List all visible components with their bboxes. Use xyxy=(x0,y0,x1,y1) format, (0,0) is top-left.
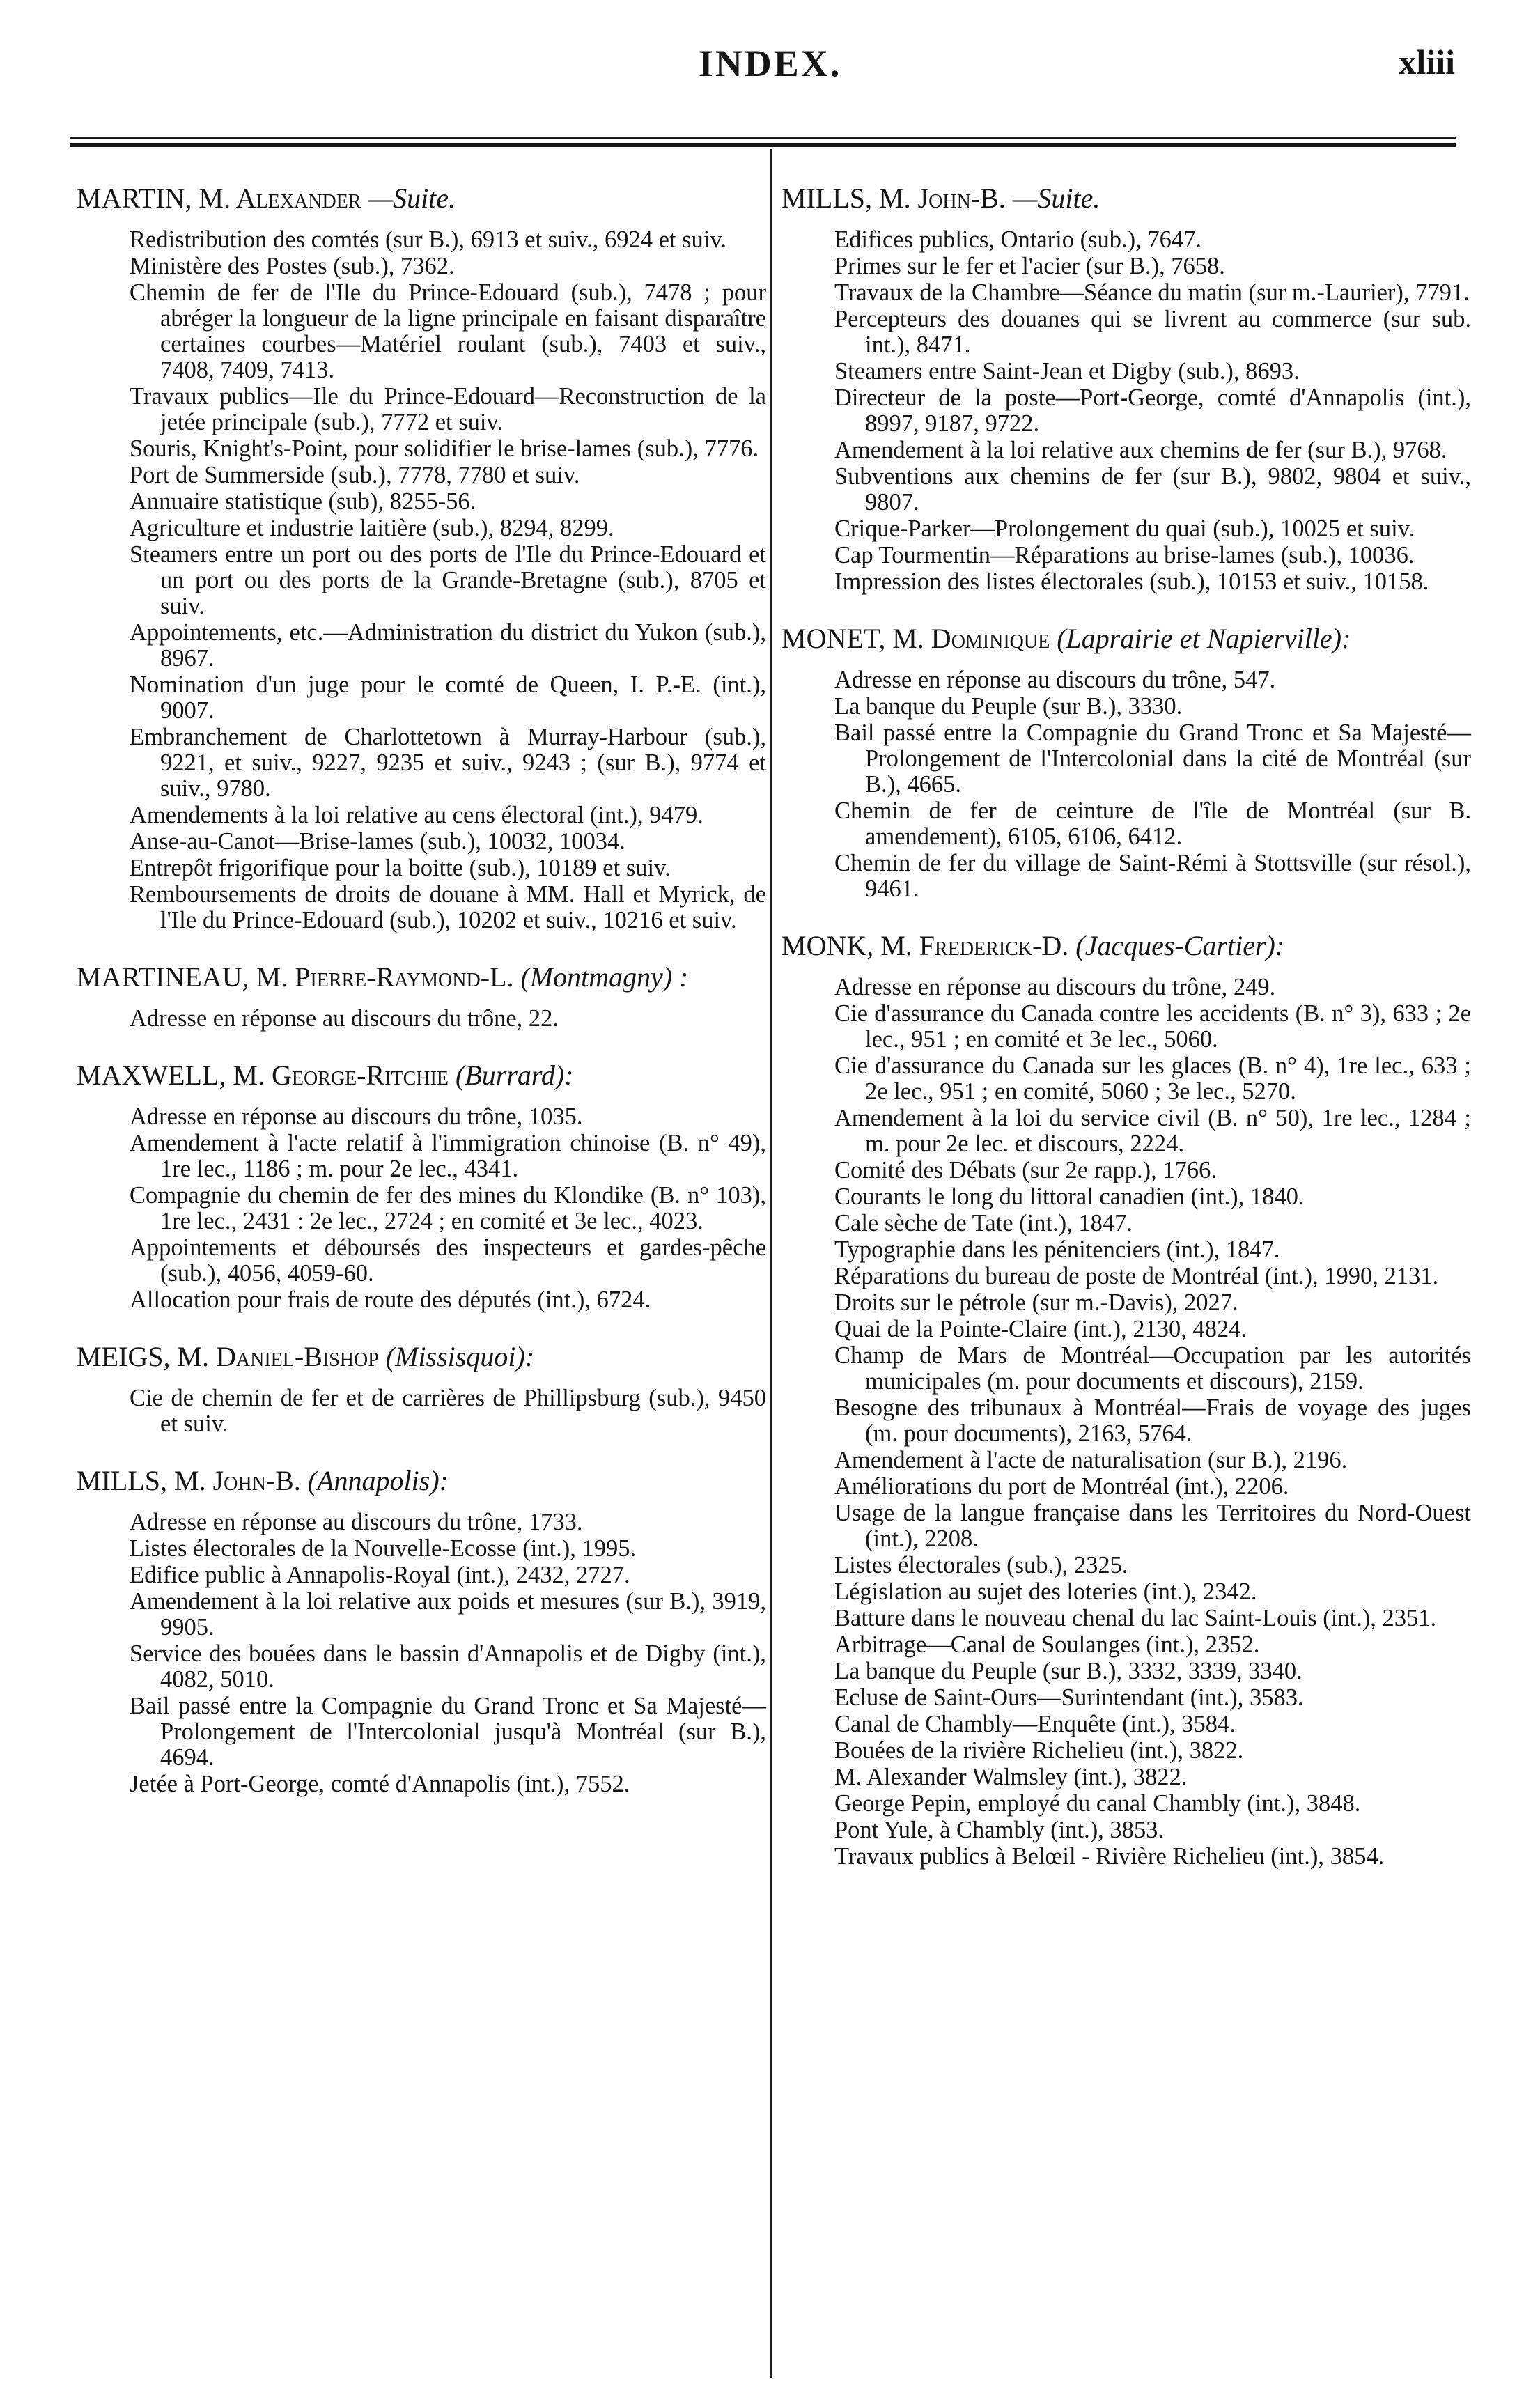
column-divider xyxy=(770,149,772,2378)
reference-list xyxy=(781,975,1471,1870)
member-riding: —Suite. xyxy=(1012,183,1100,214)
list-item: Percepteurs des douanes qui se livrent au commerce (sur sub. int.), 8471. xyxy=(834,306,1471,358)
list-item: Jetée à Port-George, comté d'Annapolis (int.), 7552. xyxy=(130,1771,630,1797)
reference-list xyxy=(77,1104,766,1313)
page-number: xliii xyxy=(1399,42,1455,81)
list-item: Embranchement de Charlottetown à Murray-Harbour (sub.), 9221, et suiv., 9227, 9235 et suiv., 9243 ; (sur B.), 9774 et suiv., 9780. xyxy=(130,724,766,802)
member-name: MAXWELL, M. George-Ritchie xyxy=(77,1059,449,1091)
page-header xyxy=(0,0,1540,139)
index-entry xyxy=(781,183,1471,595)
reference-list xyxy=(77,1509,766,1797)
entry-heading xyxy=(77,1341,766,1373)
list-item: Ministère des Postes (sub.), 7362. xyxy=(130,253,455,279)
list-item: Bail passé entre la Compagnie du Grand Tronc et Sa Majesté—Prolongement de l'Intercolonial dans la cité de Montréal (sur B.), 4665. xyxy=(834,720,1471,798)
header-rule-thick xyxy=(70,143,1456,147)
list-item: Cie d'assurance du Canada contre les accidents (B. n° 3), 633 ; 2e lec., 951 ; en comité et 3e lec., 5060. xyxy=(834,1000,1471,1053)
reference-list xyxy=(77,1385,766,1437)
member-riding: (Montmagny) : xyxy=(520,961,689,993)
list-item: Travaux publics à Belœil - Rivière Richelieu (int.), 3854. xyxy=(834,1843,1385,1870)
list-item: Chemin de fer du village de Saint-Rémi à Stottsville (sur résol.), 9461. xyxy=(834,850,1471,902)
list-item: Amendement à la loi relative aux chemins de fer (sur B.), 9768. xyxy=(834,437,1447,463)
list-item: Cap Tourmentin—Réparations au brise-lames (sub.), 10036. xyxy=(834,542,1415,568)
member-name: MARTIN, M. Alexander xyxy=(77,183,361,214)
list-item: Droits sur le pétrole (sur m.-Davis), 2027. xyxy=(834,1289,1238,1316)
index-entry xyxy=(77,183,766,933)
member-riding: (Burrard): xyxy=(455,1059,574,1091)
list-item: Cie d'assurance du Canada sur les glaces (B. n° 4), 1re lec., 633 ; 2e lec., 951 ; en comité, 5060 ; 3e lec., 5270. xyxy=(834,1053,1471,1105)
list-item: Amendement à la loi du service civil (B. n° 50), 1re lec., 1284 ; m. pour 2e lec. et discours, 2224. xyxy=(834,1105,1471,1157)
list-item: Primes sur le fer et l'acier (sur B.), 7658. xyxy=(834,253,1225,279)
list-item: Impression des listes électorales (sub.), 10153 et suiv., 10158. xyxy=(834,568,1429,595)
index-entry xyxy=(77,961,766,1032)
list-item: Port de Summerside (sub.), 7778, 7780 et suiv. xyxy=(130,462,580,488)
entry-heading xyxy=(77,961,766,993)
list-item: Pont Yule, à Chambly (int.), 3853. xyxy=(834,1817,1165,1843)
member-name: MONET, M. Dominique xyxy=(781,623,1050,654)
member-riding: (Annapolis): xyxy=(307,1465,449,1496)
list-item: Canal de Chambly—Enquête (int.), 3584. xyxy=(834,1711,1236,1737)
reference-list xyxy=(781,667,1471,902)
list-item: Directeur de la poste—Port-George, comté d'Annapolis (int.), 8997, 9187, 9722. xyxy=(834,385,1471,437)
list-item: Typographie dans les pénitenciers (int.), 1847. xyxy=(834,1236,1280,1263)
list-item: Arbitrage—Canal de Soulanges (int.), 2352. xyxy=(834,1631,1260,1658)
list-item: Réparations du bureau de poste de Montréal (int.), 1990, 2131. xyxy=(834,1263,1439,1289)
list-item: Usage de la langue française dans les Territoires du Nord-Ouest (int.), 2208. xyxy=(834,1500,1471,1552)
index-entry xyxy=(77,1059,766,1313)
list-item: Adresse en réponse au discours du trône, 1733. xyxy=(130,1509,583,1535)
list-item: La banque du Peuple (sur B.), 3332, 3339, 3340. xyxy=(834,1658,1302,1684)
list-item: Travaux publics—Ile du Prince-Edouard—Reconstruction de la jetée principale (sub.), 7772 et suiv. xyxy=(130,383,766,435)
index-entry xyxy=(781,930,1471,1870)
entry-heading xyxy=(781,623,1471,655)
list-item: Améliorations du port de Montréal (int.), 2206. xyxy=(834,1473,1289,1500)
list-item: Amendement à la loi relative aux poids et mesures (sur B.), 3919, 9905. xyxy=(130,1588,766,1640)
list-item: Appointements, etc.—Administration du district du Yukon (sub.), 8967. xyxy=(130,619,766,671)
entry-heading xyxy=(781,930,1471,962)
member-name: MEIGS, M. Daniel-Bishop xyxy=(77,1341,379,1372)
member-name: MILLS, M. John-B. xyxy=(781,183,1006,214)
member-riding: —Suite. xyxy=(368,183,456,214)
list-item: Bouées de la rivière Richelieu (int.), 3822. xyxy=(834,1737,1244,1764)
entry-heading xyxy=(77,183,766,215)
list-item: Service des bouées dans le bassin d'Annapolis et de Digby (int.), 4082, 5010. xyxy=(130,1640,766,1693)
member-name: MILLS, M. John-B. xyxy=(77,1465,301,1496)
list-item: Amendement à l'acte relatif à l'immigration chinoise (B. n° 49), 1re lec., 1186 ; m. pour 2e lec., 4341. xyxy=(130,1130,766,1182)
list-item: Amendements à la loi relative au cens électoral (int.), 9479. xyxy=(130,802,703,828)
list-item: Batture dans le nouveau chenal du lac Saint-Louis (int.), 2351. xyxy=(834,1605,1437,1631)
list-item: Annuaire statistique (sub), 8255-56. xyxy=(130,488,476,515)
member-riding: (Missisquoi): xyxy=(385,1341,535,1372)
list-item: Chemin de fer de ceinture de l'île de Montréal (sur B. amendement), 6105, 6106, 6412. xyxy=(834,798,1471,850)
list-item: Entrepôt frigorifique pour la boitte (sub.), 10189 et suiv. xyxy=(130,855,671,881)
header-rule-thin xyxy=(70,137,1456,139)
index-entry xyxy=(77,1341,766,1437)
right-column xyxy=(781,183,1471,1897)
list-item: Bail passé entre la Compagnie du Grand Tronc et Sa Majesté—Prolongement de l'Intercolonial jusqu'à Montréal (sur B.), 4694. xyxy=(130,1693,766,1771)
list-item: Souris, Knight's-Point, pour solidifier le brise-lames (sub.), 7776. xyxy=(130,435,759,462)
list-item: La banque du Peuple (sur B.), 3330. xyxy=(834,693,1183,720)
list-item: Crique-Parker—Prolongement du quai (sub.), 10025 et suiv. xyxy=(834,515,1415,542)
list-item: Besogne des tribunaux à Montréal—Frais de voyage des juges (m. pour documents), 2163, 5764. xyxy=(834,1395,1471,1447)
member-riding: (Laprairie et Napierville): xyxy=(1057,623,1351,654)
list-item: Cale sèche de Tate (int.), 1847. xyxy=(834,1210,1133,1236)
list-item: Remboursements de droits de douane à MM. Hall et Myrick, de l'Ile du Prince-Edouard (sub.), 10202 et suiv., 10216 et suiv. xyxy=(130,881,766,933)
list-item: Courants le long du littoral canadien (int.), 1840. xyxy=(834,1183,1305,1210)
entry-heading xyxy=(77,1059,766,1092)
list-item: Allocation pour frais de route des députés (int.), 6724. xyxy=(130,1287,651,1313)
list-item: Adresse en réponse au discours du trône, 1035. xyxy=(130,1103,583,1130)
entry-heading xyxy=(781,183,1471,215)
list-item: Travaux de la Chambre—Séance du matin (sur m.-Laurier), 7791. xyxy=(834,279,1470,306)
member-name: MARTINEAU, M. Pierre-Raymond-L. xyxy=(77,961,514,993)
list-item: Appointements et déboursés des inspecteurs et gardes-pêche (sub.), 4056, 4059-60. xyxy=(130,1234,766,1287)
list-item: Steamers entre Saint-Jean et Digby (sub.), 8693. xyxy=(834,358,1300,385)
left-column xyxy=(77,183,766,1825)
page-title: INDEX. xyxy=(698,42,842,84)
list-item: Cie de chemin de fer et de carrières de Phillipsburg (sub.), 9450 et suiv. xyxy=(130,1385,766,1437)
list-item: Redistribution des comtés (sur B.), 6913 et suiv., 6924 et suiv. xyxy=(130,226,726,253)
list-item: Amendement à l'acte de naturalisation (sur B.), 2196. xyxy=(834,1447,1348,1473)
list-item: Edifices publics, Ontario (sub.), 7647. xyxy=(834,226,1201,253)
list-item: Législation au sujet des loteries (int.), 2342. xyxy=(834,1578,1257,1605)
index-entry xyxy=(781,623,1471,902)
list-item: M. Alexander Walmsley (int.), 3822. xyxy=(834,1764,1188,1790)
reference-list xyxy=(77,227,766,933)
list-item: Chemin de fer de l'Ile du Prince-Edouard (sub.), 7478 ; pour abréger la longueur de la ligne principale en faisant disparaître certaines courbes—Matériel roulant (sub.), 7403 et suiv., 7408, 7409, 7413. xyxy=(130,279,766,383)
entry-heading xyxy=(77,1465,766,1497)
member-riding: (Jacques-Cartier): xyxy=(1075,930,1285,961)
list-item: Subventions aux chemins de fer (sur B.), 9802, 9804 et suiv., 9807. xyxy=(834,463,1471,515)
list-item: Quai de la Pointe-Claire (int.), 2130, 4824. xyxy=(834,1316,1247,1342)
list-item: Ecluse de Saint-Ours—Surintendant (int.), 3583. xyxy=(834,1684,1304,1711)
index-entry xyxy=(77,1465,766,1797)
list-item: Adresse en réponse au discours du trône, 249. xyxy=(834,974,1276,1000)
list-item: Edifice public à Annapolis-Royal (int.), 2432, 2727. xyxy=(130,1562,630,1588)
list-item: Listes électorales de la Nouvelle-Ecosse (int.), 1995. xyxy=(130,1535,637,1562)
list-item: Anse-au-Canot—Brise-lames (sub.), 10032, 10034. xyxy=(130,828,625,855)
list-item: Steamers entre un port ou des ports de l'Ile du Prince-Edouard et un port ou des ports de la Grande-Bretagne (sub.), 8705 et suiv. xyxy=(130,541,766,619)
list-item: Adresse en réponse au discours du trône, 22. xyxy=(130,1005,559,1032)
reference-list xyxy=(77,1006,766,1032)
list-item: Champ de Mars de Montréal—Occupation par les autorités municipales (m. pour documents et discours), 2159. xyxy=(834,1342,1471,1395)
member-name: MONK, M. Frederick-D. xyxy=(781,930,1069,961)
list-item: George Pepin, employé du canal Chambly (int.), 3848. xyxy=(834,1790,1361,1817)
list-item: Comité des Débats (sur 2e rapp.), 1766. xyxy=(834,1157,1218,1183)
list-item: Listes électorales (sub.), 2325. xyxy=(834,1552,1128,1578)
reference-list xyxy=(781,227,1471,595)
list-item: Adresse en réponse au discours du trône, 547. xyxy=(834,667,1276,693)
list-item: Compagnie du chemin de fer des mines du Klondike (B. n° 103), 1re lec., 2431 : 2e lec., 2724 ; en comité et 3e lec., 4023. xyxy=(130,1182,766,1234)
list-item: Nomination d'un juge pour le comté de Queen, I. P.-E. (int.), 9007. xyxy=(130,671,766,724)
list-item: Agriculture et industrie laitière (sub.), 8294, 8299. xyxy=(130,515,614,541)
